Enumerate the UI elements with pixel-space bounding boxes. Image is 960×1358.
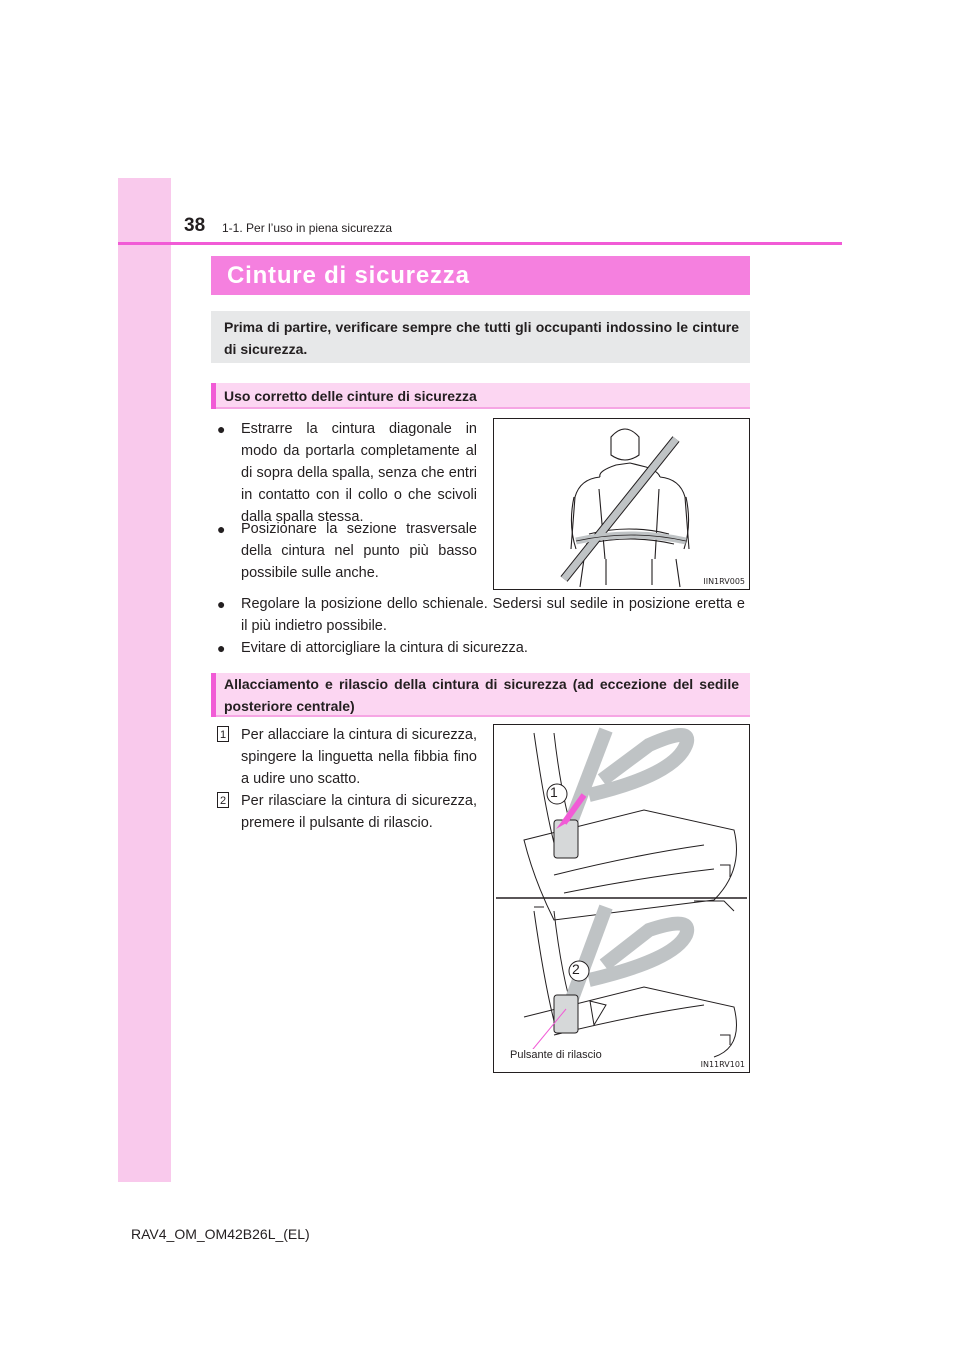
step-text: Per allacciare la cintura di sicurezza, spingere la linguetta nella fibbia fino a udire uno scatto. (241, 727, 477, 787)
document-footer: RAV4_OM_OM42B26L_(EL) (131, 1226, 310, 1242)
section-reference: 1-1. Per l’uso in piena sicurezza (222, 221, 393, 235)
buckle-illustration (493, 724, 750, 1073)
bullet-text: Evitare di attorcigliare la cintura di sicurezza. (241, 640, 528, 656)
callout-1: 1 (550, 784, 558, 800)
page-number: 38 (184, 215, 206, 236)
release-button-label: Pulsante di rilascio (510, 1049, 602, 1061)
bullet-item (217, 418, 477, 528)
section2-heading-bar (211, 673, 750, 717)
title-bar (211, 256, 750, 295)
occupant-drawing (494, 419, 749, 589)
header-rule (118, 242, 842, 245)
bullet-item (217, 593, 745, 637)
bullet-item (217, 518, 477, 584)
bullet-text: Estrarre la cintura diagonale in modo da portarla completamente al di sopra della spalla, senza che entri in contatto con il collo o che scivoli dalla spalla stessa. (241, 421, 477, 525)
page-title: Cinture di sicurezza (227, 262, 470, 289)
step-item (217, 724, 477, 790)
step-item (217, 790, 477, 856)
step-number-icon: 1 (217, 726, 229, 742)
buckle-drawing (494, 725, 749, 1072)
intro-box (211, 311, 750, 363)
section1-heading: Uso corretto delle cinture di sicurezza (224, 388, 477, 404)
bullet-text: Regolare la posizione dello schienale. Sedersi sul sedile in posizione eretta e il più indietro possibile. (241, 596, 745, 634)
bullet-icon: ● (217, 421, 226, 437)
bullet-item (217, 637, 745, 659)
bullet-icon: ● (217, 521, 226, 537)
seated-occupant-illustration (493, 418, 750, 590)
bullet-icon: ● (217, 640, 226, 656)
step-number-icon: 2 (217, 792, 229, 808)
figure-code: IIN1RV005 (703, 577, 745, 586)
side-tab-band (118, 178, 171, 1182)
bullet-icon: ● (217, 596, 226, 612)
callout-2: 2 (572, 961, 580, 977)
bullet-text: Posizionare la sezione trasversale della cintura nel punto più basso possibile sulle anche. (241, 521, 477, 581)
section1-heading-bar (211, 383, 750, 409)
section2-heading: Allacciamento e rilascio della cintura di sicurezza (ad eccezione del sedile posteriore centrale) (224, 676, 739, 714)
figure-code: IN11RV101 (700, 1060, 745, 1069)
intro-text: Prima di partire, verificare sempre che tutti gli occupanti indossino le cinture di sicurezza. (224, 319, 739, 357)
step-text: Per rilasciare la cintura di sicurezza, premere il pulsante di rilascio. (241, 793, 477, 831)
